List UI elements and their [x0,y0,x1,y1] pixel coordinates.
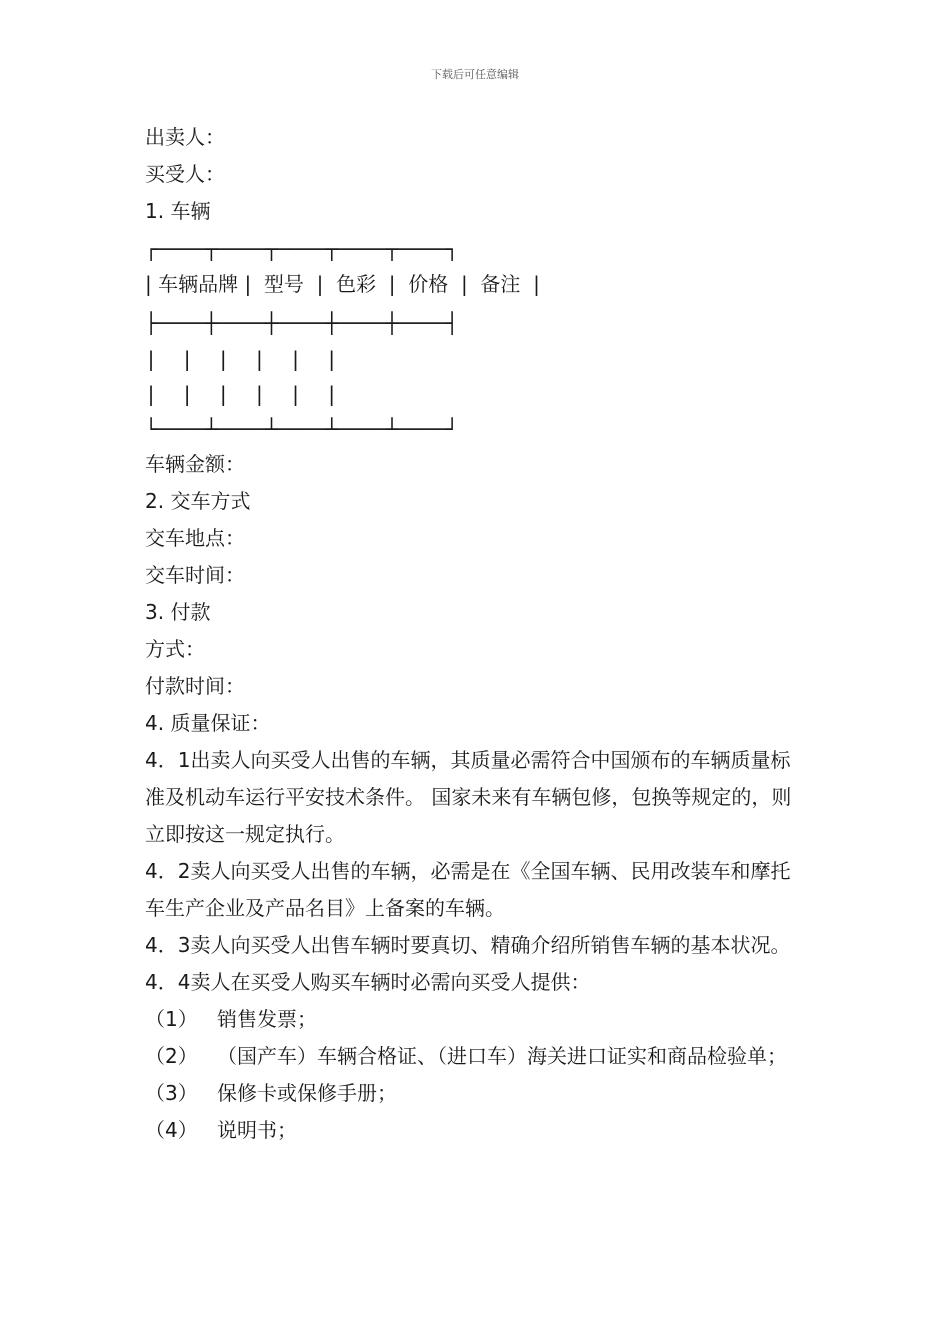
document-body [145,119,810,1149]
list-item-text: 保修卡或保修手册； [217,1081,397,1105]
list-item-text: 销售发票； [217,1007,317,1031]
page-header-note: 下载后可任意编辑 [431,68,519,81]
list-item [145,1038,810,1075]
buyer-field: 买受人： [145,162,225,186]
clause-4-2: 4．2卖人向买受人出售的车辆，必需是在《全国车辆、民用改装车和摩托车生产企业及产品名目》上备案的车辆。 [145,859,791,920]
list-item-number: （4） [145,1118,198,1142]
list-item-text: （国产车）车辆合格证、（进口车）海关进口证实和商品检验单； [217,1044,787,1068]
vehicle-table [145,234,810,446]
list-item [145,1112,810,1149]
delivery-time-field: 交车时间： [145,563,245,587]
seller-field: 出卖人： [145,125,225,149]
payment-time-field: 付款时间： [145,674,245,698]
list-item-number: （1） [145,1007,198,1031]
clause-4-1: 4．1出卖人向买受人出售的车辆，其质量必需符合中国颁布的车辆质量标准及机动车运行平安技术条件。 国家未来有车辆包修，包换等规定的，则立即按这一规定执行。 [145,748,792,846]
table-empty-row: | | | | | | [145,382,338,406]
clause-4-3: 4．3卖人向买受人出售车辆时要真切、精确介绍所销售车辆的基本状况。 [145,933,791,957]
vehicle-amount-field: 车辆金额： [145,452,245,476]
table-header-row: | 车辆品牌 | 型号 | 色彩 | 价格 | 备注 | [145,272,540,296]
clause-4-4: 4．4卖人在买受人购买车辆时必需向买受人提供： [145,970,591,994]
table-separator: ├────┼────┼────┼────┼────┤ [145,311,459,335]
list-item-number: （2） [145,1044,198,1068]
list-item [145,1075,810,1112]
list-item-text: 说明书； [217,1118,297,1142]
payment-method-field: 方式： [145,637,205,661]
section-vehicle-heading: 1. 车辆 [145,199,211,223]
section-quality-heading: 4. 质量保证： [145,711,271,735]
section-payment-heading: 3. 付款 [145,600,211,624]
section-delivery-heading: 2. 交车方式 [145,489,251,513]
list-item-number: （3） [145,1081,198,1105]
table-empty-row: | | | | | | [145,347,338,371]
table-top-border: ┌────┬────┬────┬────┬────┐ [145,237,459,261]
delivery-place-field: 交车地点： [145,526,245,550]
table-bottom-border: └────┴────┴────┴────┴────┘ [145,417,459,441]
list-item [145,1001,810,1038]
